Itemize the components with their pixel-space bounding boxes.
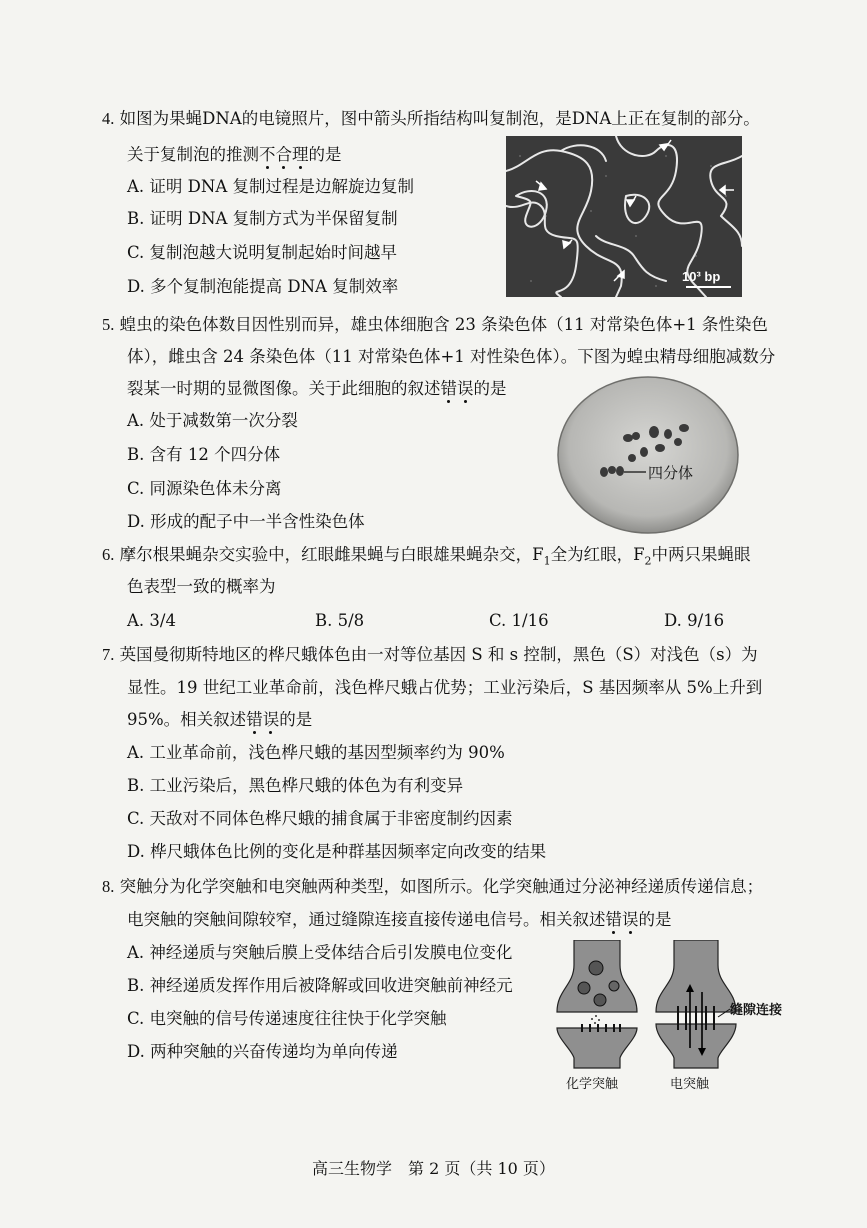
q5-stem-line1 bbox=[102, 314, 768, 336]
q7-option-a: A. 工业革命前，浅色桦尺蛾的基因型频率约为 90% bbox=[127, 743, 505, 762]
q7-option-b: B. 工业污染后，黑色桦尺蛾的体色为有利变异 bbox=[127, 776, 464, 795]
q5-option-d: D. 形成的配子中一半含性染色体 bbox=[127, 512, 365, 531]
q7-stem-line1 bbox=[102, 644, 758, 666]
q4-option-c: C. 复制泡越大说明复制起始时间越早 bbox=[127, 243, 398, 262]
q7-option-d: D. 桦尺蛾体色比例的变化是种群基因频率定向改变的结果 bbox=[127, 842, 547, 861]
q6-option-c: C. 1/16 bbox=[489, 611, 549, 630]
q8-stem-text3: 的是 bbox=[638, 910, 672, 929]
page-footer: 高三生物学 第 2 页（共 10 页） bbox=[312, 1159, 555, 1178]
chemical-synapse-label: 化学突触 bbox=[566, 1077, 619, 1092]
electrical-synapse bbox=[656, 940, 736, 1068]
q6-option-d: D. 9/16 bbox=[664, 611, 725, 630]
q7-stem-text1: 英国曼彻斯特地区的桦尺蛾体色由一对等位基因 S 和 s 控制，黑色（S）对浅色（s）为 bbox=[119, 645, 758, 664]
q8-option-b: B. 神经递质发挥作用后被降解或回收进突触前神经元 bbox=[127, 976, 513, 995]
q4-option-a: A. 证明 DNA 复制过程是边解旋边复制 bbox=[127, 177, 414, 196]
q7-emphasis: 错误 bbox=[246, 710, 280, 729]
q4-stem-line2 bbox=[127, 144, 342, 166]
q5-stem-text4: 的是 bbox=[473, 379, 507, 398]
gap-junction-label: 缝隙连接 bbox=[730, 1003, 783, 1018]
q5-stem-line2: 体），雌虫含 24 条染色体（11 对常染色体+1 对性染色体）。下图为蝗虫精母细胞减数分 bbox=[127, 347, 776, 366]
scale-bar-label: 10³ bp bbox=[682, 269, 721, 284]
q8-stem-line2 bbox=[127, 909, 672, 931]
q8-number: 8. bbox=[102, 877, 115, 896]
q5-number: 5. bbox=[102, 315, 115, 334]
q4-stem-line1 bbox=[102, 108, 760, 130]
q5-stem-text3: 裂某一时期的显微图像。关于此细胞的叙述 bbox=[127, 379, 441, 398]
dna-electron-micrograph bbox=[506, 136, 742, 297]
q6-number: 6. bbox=[102, 545, 115, 564]
synapse-diagram bbox=[552, 940, 792, 1095]
q6-stem-line1 bbox=[102, 544, 751, 572]
electrical-synapse-label: 电突触 bbox=[670, 1077, 710, 1092]
q5-emphasis: 错误 bbox=[440, 379, 474, 398]
q7-number: 7. bbox=[102, 645, 115, 664]
q7-option-c: C. 天敌对不同体色桦尺蛾的捕食属于非密度制约因素 bbox=[127, 809, 513, 828]
q6-stem-text3: 中两只果蝇眼 bbox=[651, 545, 751, 564]
q5-stem-line3 bbox=[127, 378, 507, 400]
q8-stem-text1: 突触分为化学突触和电突触两种类型，如图所示。化学突触通过分泌神经递质传递信息； bbox=[119, 877, 764, 896]
q8-option-d: D. 两种突触的兴奋传递均为单向传递 bbox=[127, 1042, 398, 1061]
q6-stem-text2: 全为红眼，F bbox=[550, 545, 645, 564]
f1-subscript: 1 bbox=[543, 554, 551, 568]
q4-stem-text2: 关于复制泡的推测 bbox=[127, 145, 259, 164]
q8-stem-line1 bbox=[102, 876, 763, 898]
q5-option-b: B. 含有 12 个四分体 bbox=[127, 445, 281, 464]
q4-emphasis: 不合理 bbox=[259, 145, 309, 164]
q4-stem-text1: 如图为果蝇DNA的电镜照片，图中箭头所指结构叫复制泡，是DNA上正在复制的部分。 bbox=[119, 109, 760, 128]
q6-stem-line2: 色表型一致的概率为 bbox=[127, 577, 276, 596]
q4-option-b: B. 证明 DNA 复制方式为半保留复制 bbox=[127, 209, 398, 228]
chemical-synapse bbox=[557, 940, 637, 1068]
q4-number: 4. bbox=[102, 109, 115, 128]
q8-stem-text2: 电突触的突触间隙较窄，通过缝隙连接直接传递电信号。相关叙述 bbox=[127, 910, 606, 929]
tetrad-label: 四分体 bbox=[648, 464, 694, 482]
q6-option-a: A. 3/4 bbox=[127, 611, 176, 630]
q7-stem-text4: 的是 bbox=[279, 710, 313, 729]
spermatocyte-micrograph bbox=[556, 376, 740, 534]
q8-option-a: A. 神经递质与突触后膜上受体结合后引发膜电位变化 bbox=[127, 943, 513, 962]
f2-subscript: 2 bbox=[644, 554, 652, 568]
q5-option-a: A. 处于减数第一次分裂 bbox=[127, 411, 298, 430]
q7-stem-text3: 95%。相关叙述 bbox=[127, 710, 247, 729]
q7-stem-line3 bbox=[127, 709, 312, 731]
q8-emphasis: 错误 bbox=[605, 910, 639, 929]
q6-option-b: B. 5/8 bbox=[315, 611, 365, 630]
q5-option-c: C. 同源染色体未分离 bbox=[127, 479, 282, 498]
q5-stem-text1: 蝗虫的染色体数目因性别而异，雄虫体细胞含 23 条染色体（11 对常染色体+1 条性染色 bbox=[119, 315, 768, 334]
q7-stem-line2: 显性。19 世纪工业革命前，浅色桦尺蛾占优势；工业污染后，S 基因频率从 5%上升到 bbox=[127, 678, 763, 697]
q8-option-c: C. 电突触的信号传递速度往往快于化学突触 bbox=[127, 1009, 447, 1028]
q6-stem-text1: 摩尔根果蝇杂交实验中，红眼雌果蝇与白眼雄果蝇杂交，F bbox=[119, 545, 544, 564]
q4-option-d: D. 多个复制泡能提高 DNA 复制效率 bbox=[127, 277, 399, 296]
q4-stem-text3: 的是 bbox=[308, 145, 342, 164]
